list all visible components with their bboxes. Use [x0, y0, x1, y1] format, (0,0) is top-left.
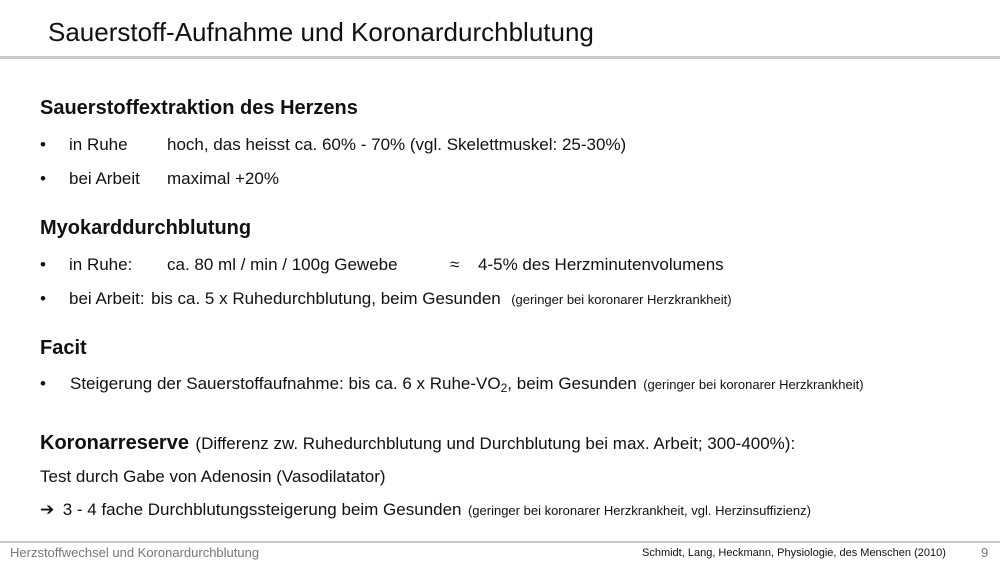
bullet-text-work: maximal +20% [167, 169, 279, 188]
bullet-text-rest: ca. 80 ml / min / 100g Gewebe [167, 255, 398, 274]
bullet-line-facit [70, 374, 864, 394]
facit-subscript: 2 [500, 381, 508, 395]
bullet-icon: • [40, 169, 46, 188]
bullet-text-rest: hoch, das heisst ca. 60% - 70% (vgl. Skelettmuskel: 25-30%) [167, 135, 627, 154]
bullet-result-rest: 4-5% des Herzminutenvolumens [478, 255, 724, 274]
bullet-text-work: bis ca. 5 x Ruhedurchblutung, beim Gesunden [151, 289, 501, 308]
bullet-icon: • [40, 374, 46, 393]
facit-text-a: Steigerung der Sauerstoffaufnahme: bis ca. 6 x Ruhe-VO [70, 374, 501, 393]
slide-title: Sauerstoff-Aufnahme und Koronardurchblutung [48, 17, 594, 47]
bullet-label-work: bei Arbeit [69, 169, 140, 188]
reserve-result-note: (geringer bei koronarer Herzkrankheit, vgl. Herzinsuffizienz) [467, 503, 811, 518]
footer-title: Herzstoffwechsel und Koronardurchblutung [10, 545, 260, 560]
bullet-icon: • [40, 289, 46, 308]
reserve-result-text: 3 - 4 fache Durchblutungssteigerung beim Gesunden [62, 500, 462, 519]
section-heading-reserve: Koronarreserve [40, 432, 189, 454]
reserve-result-line [40, 500, 811, 520]
arrow-right-icon: ➔ [40, 500, 55, 520]
page-number: 9 [981, 545, 989, 560]
bullet-note-work: (geringer bei koronarer Herzkrankheit) [511, 292, 732, 307]
section-heading-extraction: Sauerstoffextraktion des Herzens [40, 97, 358, 119]
bullet-label-work: bei Arbeit: [69, 289, 145, 308]
title-divider [0, 56, 1000, 59]
footer-citation: Schmidt, Lang, Heckmann, Physiologie, des Menschen (2010) [642, 547, 946, 559]
bullet-line-work [69, 289, 732, 309]
bullet-label-rest: in Ruhe [69, 135, 128, 154]
bullet-label-rest: in Ruhe: [69, 255, 133, 274]
approx-symbol: ≈ [450, 255, 460, 274]
bullet-icon: • [40, 255, 46, 274]
footer-divider [0, 541, 1000, 543]
facit-text-b: , beim Gesunden [507, 374, 637, 393]
section-heading-perfusion: Myokarddurchblutung [40, 217, 252, 239]
koronarreserve-heading-line [40, 432, 795, 455]
adenosin-test-line: Test durch Gabe von Adenosin (Vasodilatator) [40, 467, 386, 486]
bullet-icon: • [40, 135, 46, 154]
facit-note: (geringer bei koronarer Herzkrankheit) [643, 377, 864, 392]
section-heading-facit: Facit [40, 337, 87, 359]
reserve-heading-note: (Differenz zw. Ruhedurchblutung und Durchblutung bei max. Arbeit; 300-400%): [195, 434, 796, 453]
